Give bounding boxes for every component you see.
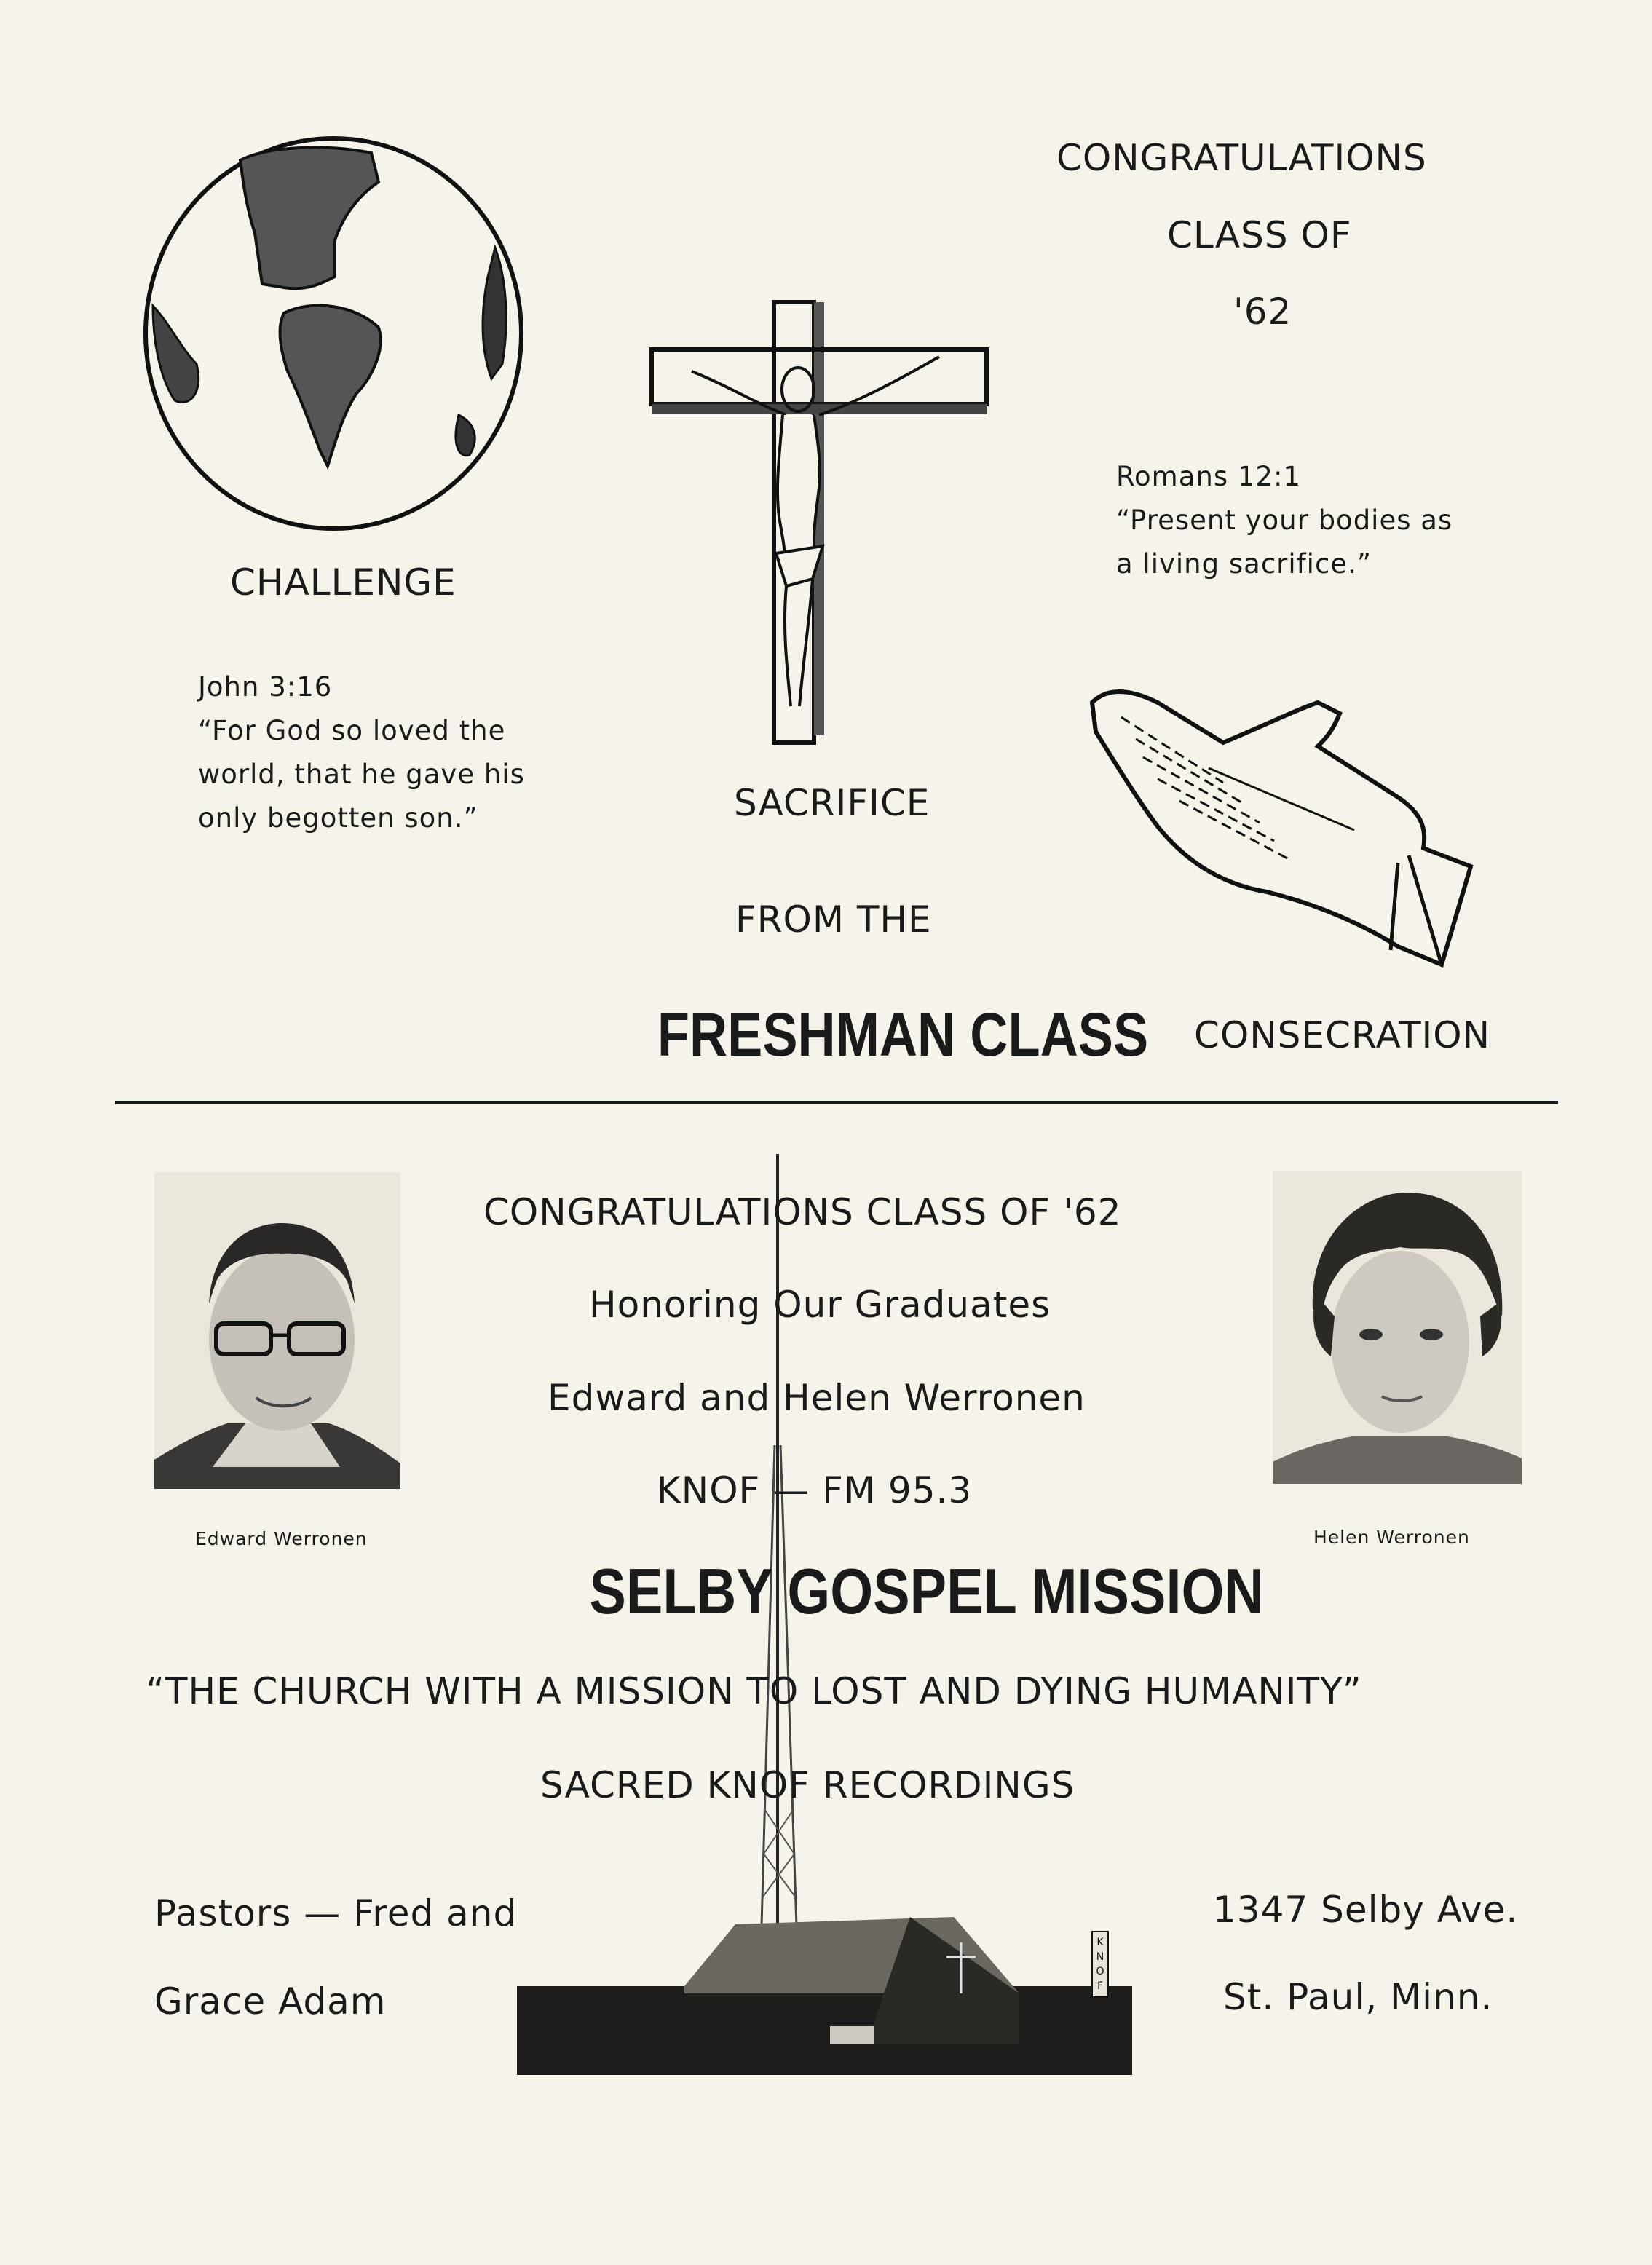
- mission-title: SELBY GOSPEL MISSION: [589, 1555, 1265, 1627]
- helen-caption: Helen Werronen: [1313, 1527, 1470, 1548]
- sacrifice-label: SACRIFICE: [734, 782, 930, 824]
- address-line-1: 1347 Selby Ave.: [1213, 1889, 1519, 1931]
- graduate-names: Edward and Helen Werronen: [548, 1377, 1086, 1419]
- honoring-line: Honoring Our Graduates: [589, 1284, 1051, 1326]
- helen-portrait: [1273, 1171, 1522, 1484]
- john-verse-line-2: world, that he gave his: [198, 759, 525, 790]
- romans-verse-line-1: “Present your bodies as: [1116, 505, 1453, 536]
- john-reference: John 3:16: [198, 671, 333, 703]
- church-photo: [517, 1913, 1132, 2075]
- church-sign-text: KNOF: [1096, 1937, 1104, 1992]
- romans-verse-line-2: a living sacrifice.”: [1116, 548, 1372, 580]
- congratulations-line-1: CONGRATULATIONS: [1056, 137, 1427, 179]
- praying-hands-illustration: [1078, 673, 1485, 994]
- congratulations-line-3: '62: [1233, 290, 1292, 333]
- challenge-label: CHALLENGE: [230, 561, 457, 604]
- john-verse-line-1: “For God so loved the: [198, 715, 506, 746]
- pastors-line-2: Grace Adam: [154, 1980, 387, 2023]
- romans-reference: Romans 12:1: [1116, 461, 1301, 492]
- mission-motto: “THE CHURCH WITH A MISSION TO LOST AND DYING HUMANITY”: [146, 1670, 1362, 1712]
- station-line: KNOF — FM 95.3: [657, 1469, 973, 1511]
- crucifix-illustration: [648, 299, 997, 750]
- edward-portrait: [154, 1172, 400, 1489]
- recordings-line: SACRED KNOF RECORDINGS: [540, 1764, 1075, 1806]
- section-divider: [115, 1101, 1558, 1104]
- edward-caption: Edward Werronen: [195, 1528, 368, 1549]
- helen-photo: [1273, 1171, 1522, 1484]
- congratulations-line-2: CLASS OF: [1167, 214, 1352, 256]
- from-the-label: FROM THE: [735, 898, 932, 941]
- john-verse-line-3: only begotten son.”: [198, 802, 478, 834]
- address-line-2: St. Paul, Minn.: [1223, 1976, 1493, 2018]
- pastors-line-1: Pastors — Fred and: [154, 1892, 518, 1934]
- freshman-class-title: FRESHMAN CLASS: [657, 1000, 1149, 1069]
- bottom-congratulations: CONGRATULATIONS CLASS OF '62: [483, 1191, 1122, 1233]
- edward-photo: [154, 1172, 400, 1489]
- church-building: [517, 1913, 1132, 2075]
- consecration-label: CONSECRATION: [1194, 1014, 1490, 1056]
- radio-tower-illustration: [743, 1154, 815, 1940]
- globe-illustration: [138, 131, 531, 539]
